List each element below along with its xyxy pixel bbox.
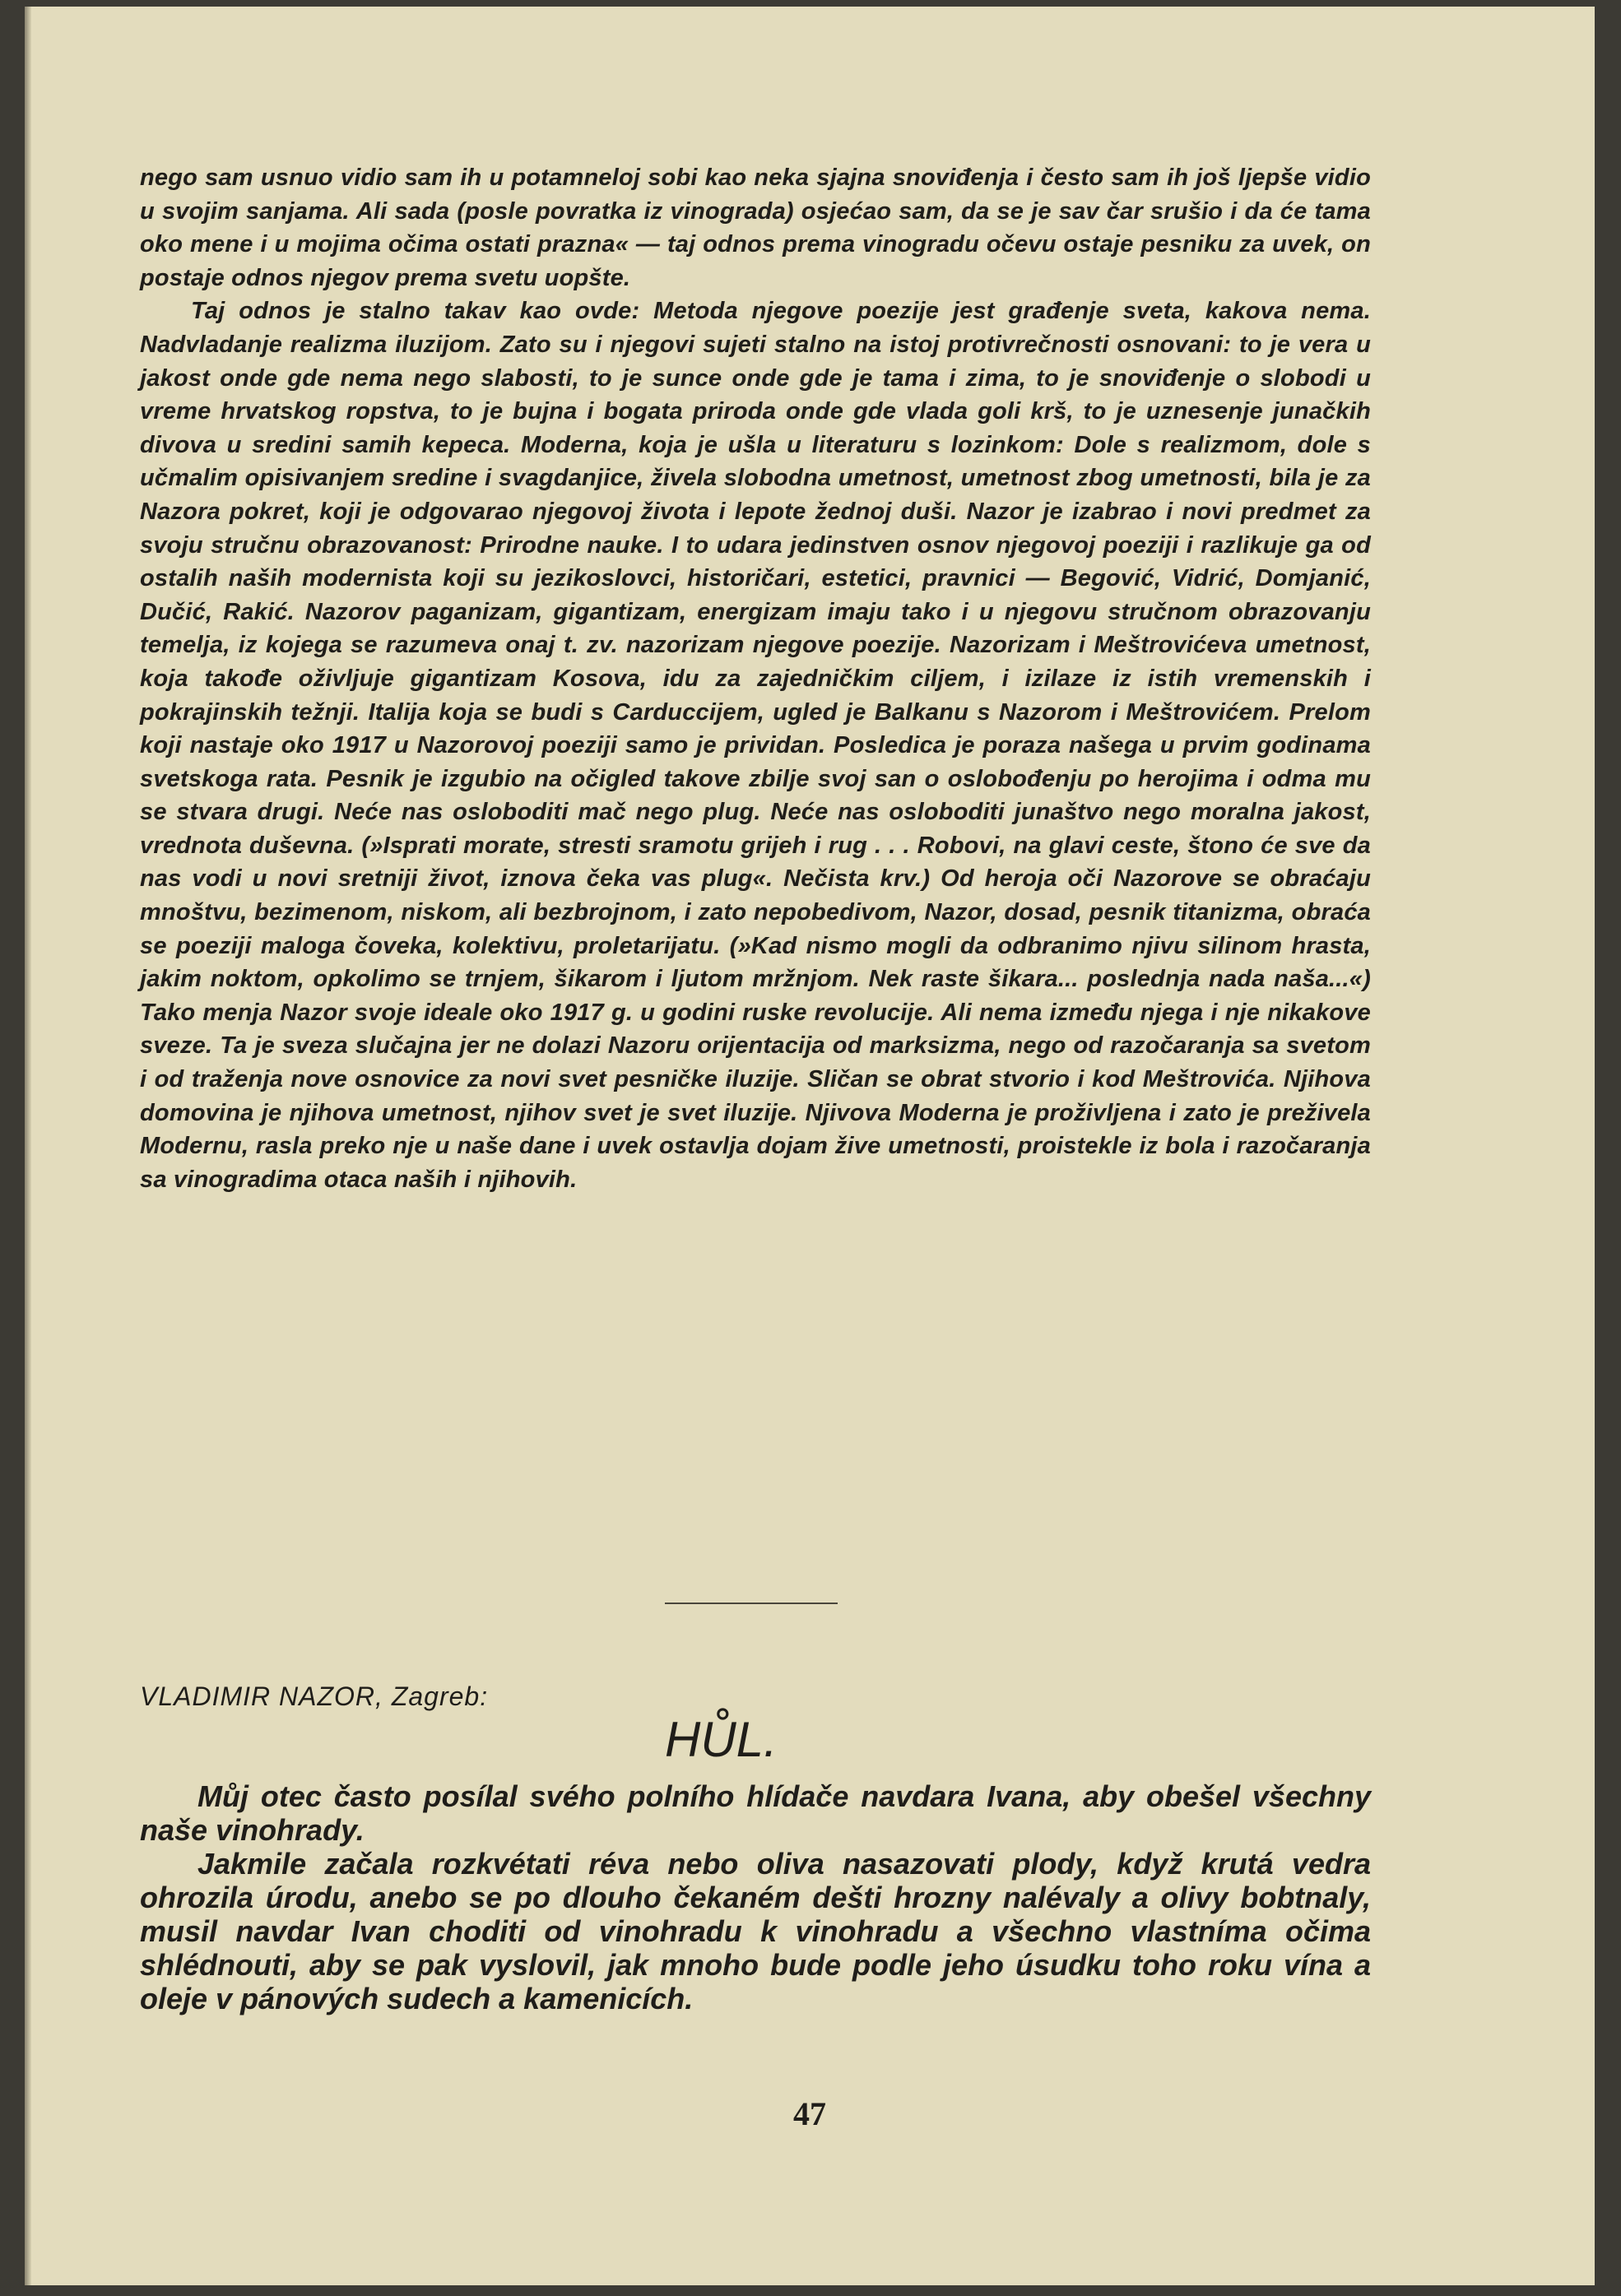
essay-paragraph-2: Taj odnos je stalno takav kao ovde: Metoda njegove poezije jest građenje sveta, kakova nema. Nadvladanje realizma iluzijom. Zato su i njegovi sujeti stalno na istoj protivrečnosti osnovani: to je vera u jakost onde gde nema nego slabosti, to je sunce onde gde je tama i zima, to je snoviđenje o slobodi u vreme hrvatskog ropstva, to je bujna i bogata priroda onde gde vlada goli krš, to je uznesenje junačkih divova u sredini samih kepeca. Moderna, koja je ušla u literaturu s lozinkom: Dole s realizmom, dole s učmalim opisivanjem sredine i svagdanjice, živela slobodna umetnost, umetnost zbog umetnosti, bila je za Nazora pokret, koji je odgovarao njegovoj životа i lepote žednoj duši. Nazor je izabrao i novi predmet za svoju stručnu obrazovanost: Prirodne nauke. I to udara jedinstven osnov njegovoj poeziji i razlikuje ga od ostalih naših modernista koji su jezikoslovci, historičari, estetici, pravnici — Begović, Vidrić, Domjanić, Dučić, Rakić. Nazorov paganizam, gigantizam, energizam imaju tako i u njegovu stručnom obrazovanju temelja, iz kojega se razumeva onaj t. zv. nazorizam njegove poezije. Nazorizam i Meštrovićeva umetnost, koja takođe oživljuje gigantizam Kosova, idu za zajedničkim ciljem, i izilaze iz istih vremenskih i pokrajinskih težnji. Italija koja se budi s Carduccijem, ugled je Balkanu s Nazorom i Meštrovićem. Prelom koji nastaje oko 1917 u Nazorovoj poeziji samo je prividan. Posledica je poraza našega u prvim godinama svetskoga rata. Pesnik je izgubio na očigled takove zbilje svoj san o oslobođenju po herojima i odma mu se stvara drugi. Neće nas osloboditi mač nego plug. Neće nas osloboditi junaštvo nego moralna jakost, vrednota duševna. (»Isprati morate, stresti sramotu grijeh i rug . . . Robovi, na glavi ceste, štono će sve da nas vodi u novi sretniji život, iznova čeka vas plug«. Nečista krv.) Od heroja oči Nazorove se obraćaju mnoštvu, bezimenom, niskom, ali bezbrojnom, i zato nepobedivom, Nazor, dosad, pesnik titanizma, obraća se poeziji maloga čoveka, kolektivu, proletarijatu. (»Kad nismo mogli da odbranimo njivu silinom hrasta, jakim noktom, opkolimo se trnjem, šikarom i ljutom mržnjom. Nek raste šikara... poslednja nada naša...«) Tako menja Nazor svoje ideale oko 1917 g. u godini ruske revolucije. Ali nema između njega i nje nikakove sveze. Ta je sveza slučajna jer ne dolazi Nazoru orijentacija od marksizma, nego od razočaranja sa svetom i od traženja nove osnovice za novi svet pesničke iluzije. Sličan se obrat stvorio i kod Meštrovića. Njihova domovina je njihova umetnost, njihov svet je svet iluzije. Njivova Moderna je proživljena i zato je preživela Modernu, rasla preko nje u naše dane i uvek ostavlja dojam žive umetnosti, proistekle iz bola i razočaranja sa vinogradima otaca naših i njihovih. — [140, 298, 1371, 1193]
poem-author: VLADIMIR NAZOR, Zagreb: — [140, 1681, 489, 1711]
essay-paragraph-1: nego sam usnuo vidio sam ih u potamneloj sobi kao neka sjajna snoviđenja i često sam ih još ljepše vidio u svojim sanjama. Ali sada (posle povratka iz vinograda) osjećao sam, da se je sav čar srušio i da će tama oko mene i u mojima očima ostati prazna« — taj odnos prema vinogradu očevu ostaje pesniku za uvek, on postaje odnos njegov prema svetu uopšte. — [140, 165, 1371, 291]
poem-text — [140, 1779, 1371, 2015]
poem-paragraph-1: Můj otec často posílal svého polního hlídače navdara Ivana, aby obešel všechny naše vinohrady. — [140, 1779, 1371, 1847]
section-divider — [665, 1603, 838, 1604]
book-page — [25, 7, 1595, 2285]
page-spine-shadow — [25, 7, 31, 2285]
poem-title: HŮL. — [665, 1712, 778, 1767]
poem-paragraph-2: Jakmile začala rozkvétati réva nebo oliva nasazovati plody, když krutá vedra ohrozila úrodu, anebo se po dlouho čekaném dešti hrozny nalévaly a olivy bobtnaly, musil navdar Ivan choditi od vinohradu k vinohradu a všechno vlastníma očima shlédnouti, aby se pak vyslovil, jak mnoho bude podle jeho úsudku toho roku vína a oleje v pánových sudech a kamenicích. — [140, 1847, 1371, 2015]
page-number: 47 — [793, 2095, 826, 2132]
essay-text — [140, 161, 1371, 1196]
